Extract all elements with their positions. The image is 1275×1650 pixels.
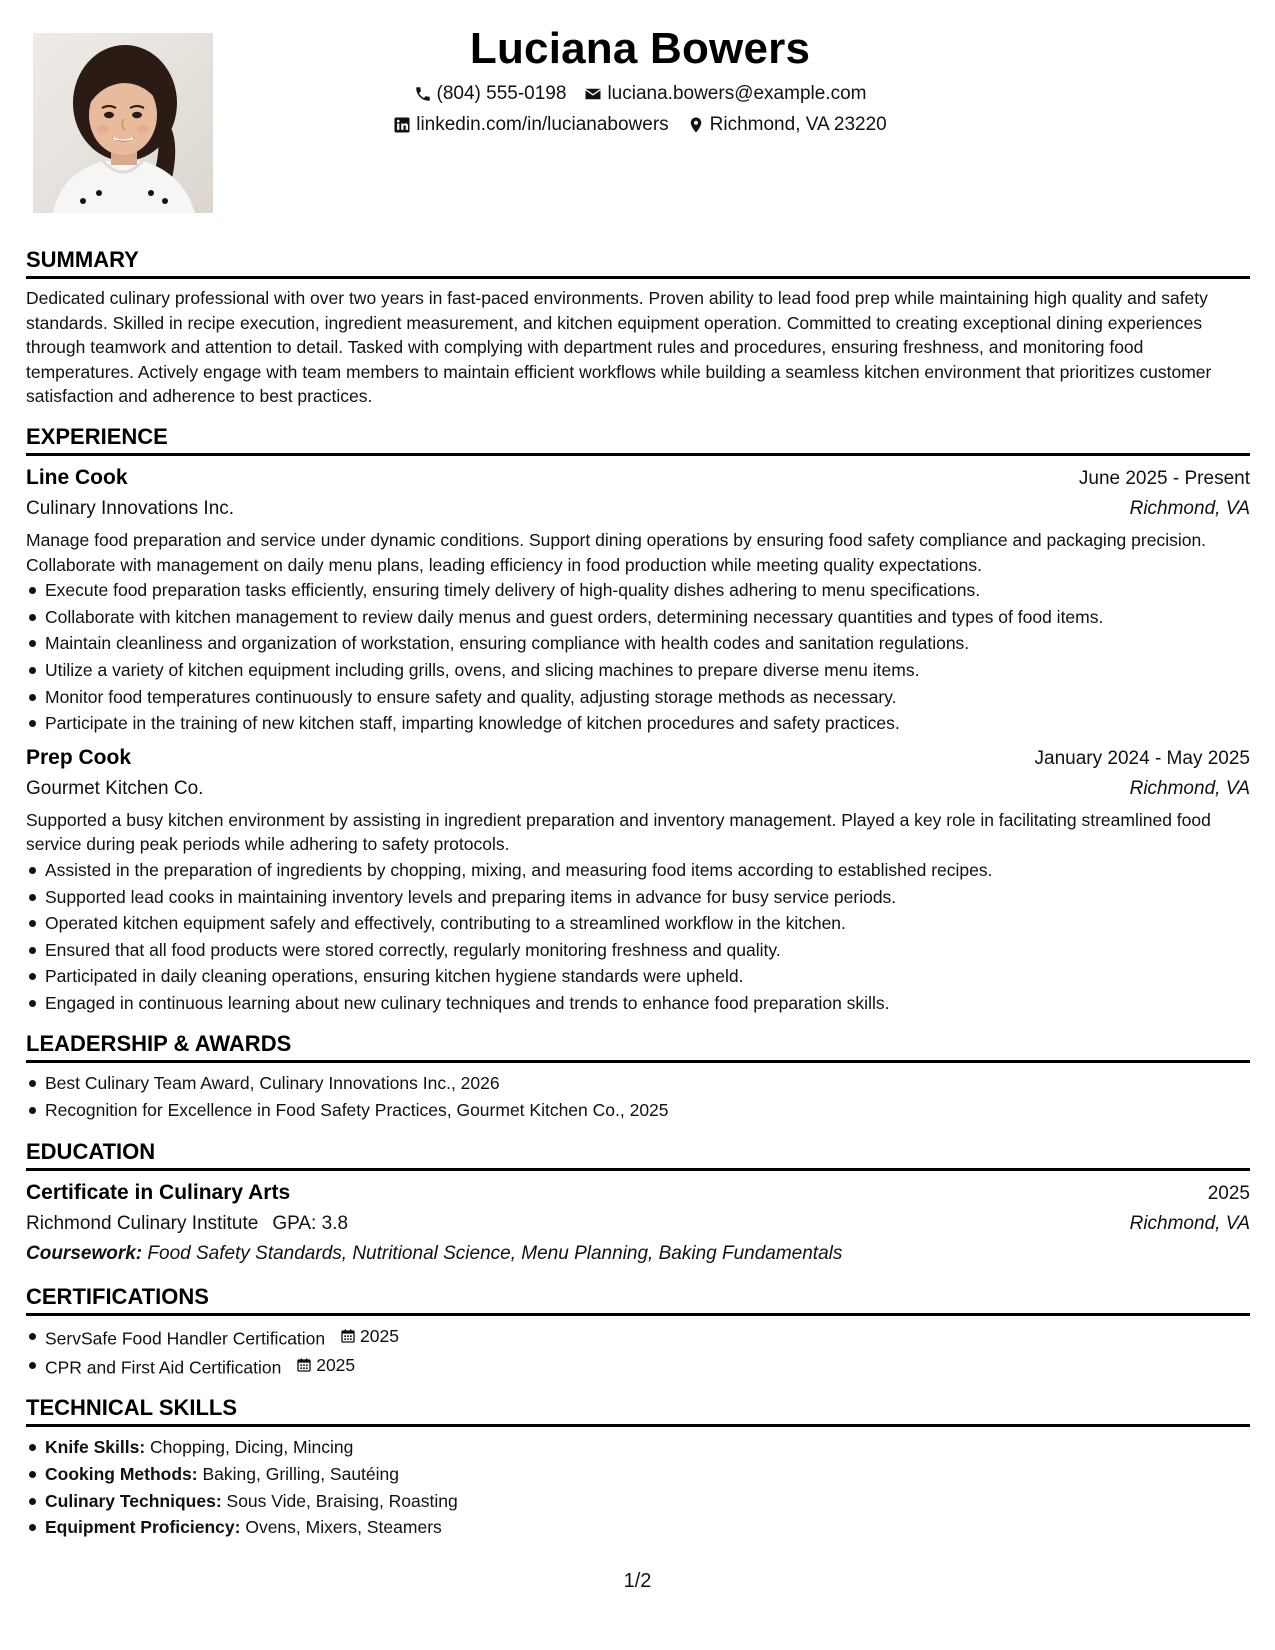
- list-item: Operated kitchen equipment safely and effectively, contributing to a streamlined workflow in the kitchen.: [26, 910, 1250, 937]
- list-item: Recognition for Excellence in Food Safety Practices, Gourmet Kitchen Co., 2025: [26, 1097, 1250, 1124]
- section-divider: [26, 276, 1250, 279]
- skill-value: Chopping, Dicing, Mincing: [150, 1437, 354, 1458]
- list-item: [26, 1488, 1250, 1515]
- job-subheader: [26, 494, 1250, 524]
- skill-label: Culinary Techniques:: [45, 1490, 222, 1511]
- list-item: Supported lead cooks in maintaining inventory levels and preparing items in advance for busy service periods.: [26, 884, 1250, 911]
- certification-date: [340, 1323, 399, 1350]
- job-company: Culinary Innovations Inc.: [26, 497, 235, 519]
- list-item: [26, 1323, 1250, 1352]
- job-title: Line Cook: [26, 465, 128, 489]
- gpa: GPA: 3.8: [272, 1212, 349, 1234]
- email-address[interactable]: luciana.bowers@example.com: [607, 83, 867, 104]
- list-item: [26, 1514, 1250, 1541]
- section-title-experience: EXPERIENCE: [26, 423, 168, 449]
- school-location: Richmond, VA: [1129, 1212, 1250, 1234]
- job-header: [26, 743, 1250, 774]
- awards-section: [26, 1030, 1250, 1123]
- contact-email: [584, 78, 866, 109]
- section-divider: [26, 1168, 1250, 1171]
- list-item: Engaged in continuous learning about new culinary techniques and trends to enhance food preparation skills.: [26, 990, 1250, 1017]
- list-item: Assisted in the preparation of ingredients by chopping, mixing, and measuring food items according to established recipes.: [26, 857, 1250, 884]
- list-item: Collaborate with kitchen management to review daily menus and guest orders, determining necessary quantities and types of food items.: [26, 604, 1250, 631]
- skills-list: [26, 1434, 1250, 1540]
- section-title-education: EDUCATION: [26, 1138, 156, 1164]
- job-location: Richmond, VA: [1129, 497, 1250, 519]
- contact-line-2: [300, 109, 980, 140]
- job-header: [26, 463, 1250, 494]
- experience-section: [26, 423, 1250, 1017]
- skill-label: Knife Skills:: [45, 1437, 146, 1458]
- job-location: Richmond, VA: [1129, 777, 1250, 799]
- job-title: Prep Cook: [26, 745, 132, 769]
- section-title-summary: SUMMARY: [26, 247, 139, 272]
- map-pin-icon: [687, 116, 705, 134]
- contact-location: [687, 109, 887, 140]
- list-item: Execute food preparation tasks efficiently, ensuring timely delivery of high-quality dishes adhering to menu specifications.: [26, 577, 1250, 604]
- profile-photo-illustration: [33, 33, 213, 213]
- linkedin-url[interactable]: linkedin.com/in/lucianabowers: [416, 114, 669, 135]
- job-subheader: [26, 774, 1250, 804]
- job-company: Gourmet Kitchen Co.: [26, 777, 204, 799]
- coursework-list: Food Safety Standards, Nutritional Science, Menu Planning, Baking Fundamentals: [147, 1242, 843, 1264]
- coursework-label: Coursework:: [26, 1242, 143, 1264]
- list-item: Ensured that all food products were stored correctly, regularly monitoring freshness and quality.: [26, 937, 1250, 964]
- awards-list: [26, 1070, 1250, 1123]
- resume-body: [26, 246, 1250, 1555]
- certification-name: ServSafe Food Handler Certification: [45, 1327, 326, 1348]
- certifications-section: [26, 1283, 1250, 1381]
- phone-number[interactable]: (804) 555-0198: [436, 83, 567, 104]
- section-title-certifications: CERTIFICATIONS: [26, 1283, 209, 1309]
- certifications-list: [26, 1323, 1250, 1381]
- job-bullets: [26, 857, 1250, 1017]
- envelope-icon: [584, 85, 602, 103]
- list-item: Monitor food temperatures continuously to ensure safety and quality, adjusting storage methods as necessary.: [26, 684, 1250, 711]
- section-divider: [26, 1424, 1250, 1427]
- location-text: Richmond, VA 23220: [709, 114, 887, 135]
- degree-title: Certificate in Culinary Arts: [26, 1180, 291, 1204]
- list-item: [26, 1352, 1250, 1381]
- section-divider: [26, 1060, 1250, 1063]
- linkedin-icon: [393, 116, 411, 134]
- list-item: Utilize a variety of kitchen equipment including grills, ovens, and slicing machines to prepare diverse menu items.: [26, 657, 1250, 684]
- certification-name: CPR and First Aid Certification: [45, 1356, 282, 1377]
- skills-section: [26, 1394, 1250, 1540]
- job-dates: June 2025 - Present: [1078, 467, 1250, 489]
- list-item: Participated in daily cleaning operations, ensuring kitchen hygiene standards were upheld.: [26, 963, 1250, 990]
- summary-section: [26, 246, 1250, 409]
- section-title-awards: LEADERSHIP & AWARDS: [26, 1031, 292, 1057]
- school-info: [26, 1209, 348, 1239]
- calendar-icon: [340, 1328, 356, 1344]
- job-description: Manage food preparation and service under dynamic conditions. Support dining operations by ensuring food safety compliance and packaging precision. Collaborate with management on daily menu plans, leading efficiency in food production while meeting quality expectations.: [26, 529, 1207, 575]
- job-description: Supported a busy kitchen environment by assisting in ingredient preparation and inventory management. Played a key role in facilitating streamlined food service during peak periods while adhering to safety protocols.: [26, 809, 1211, 855]
- education-subheader: [26, 1209, 1250, 1239]
- list-item: Best Culinary Team Award, Culinary Innovations Inc., 2026: [26, 1070, 1250, 1097]
- job-bullets: [26, 577, 1250, 737]
- skill-value: Ovens, Mixers, Steamers: [245, 1517, 442, 1538]
- resume-header: [300, 20, 980, 140]
- list-item: [26, 1461, 1250, 1488]
- contact-line-1: [300, 78, 980, 109]
- section-divider: [26, 1313, 1250, 1316]
- education-section: [26, 1138, 1250, 1269]
- summary-text: Dedicated culinary professional with over two years in fast-paced environments. Proven ability to lead food prep while maintaining high quality and safety standards. Skilled in recipe execution, ingredient measurement, and kitchen equipment operation. Committed to creating exceptional dining experiences through teamwork and attention to detail. Tasked with complying with department rules and procedures, ensuring freshness, and monitoring food temperatures. Actively engage with team members to maintain efficient workflows while building a seamless kitchen environment that prioritizes customer satisfaction and adherence to best practices.: [26, 288, 1212, 407]
- phone-icon: [414, 85, 432, 103]
- list-item: Maintain cleanliness and organization of workstation, ensuring compliance with health codes and sanitation regulations.: [26, 630, 1250, 657]
- job-entry-prep-cook: [26, 743, 1250, 1017]
- section-divider: [26, 453, 1250, 456]
- page-number: 1/2: [623, 1570, 652, 1592]
- education-year: 2025: [1207, 1182, 1250, 1204]
- certification-year: 2025: [360, 1325, 399, 1346]
- list-item: [26, 1434, 1250, 1461]
- candidate-name: Luciana Bowers: [469, 24, 811, 73]
- school-name: Richmond Culinary Institute: [26, 1212, 259, 1234]
- job-entry-line-cook: [26, 463, 1250, 737]
- job-dates: January 2024 - May 2025: [1034, 747, 1250, 769]
- skill-label: Equipment Proficiency:: [45, 1517, 241, 1538]
- certification-date: [296, 1352, 355, 1379]
- coursework: [26, 1239, 1250, 1269]
- certification-year: 2025: [316, 1354, 356, 1375]
- list-item: Participate in the training of new kitchen staff, imparting knowledge of kitchen procedures and safety practices.: [26, 710, 1250, 737]
- calendar-icon: [296, 1357, 312, 1373]
- skill-value: Baking, Grilling, Sautéing: [202, 1464, 399, 1485]
- section-title-skills: TECHNICAL SKILLS: [26, 1395, 238, 1421]
- education-header: [26, 1178, 1250, 1209]
- contact-phone: [414, 78, 567, 109]
- skill-label: Cooking Methods:: [45, 1464, 198, 1485]
- skill-value: Sous Vide, Braising, Roasting: [226, 1490, 458, 1511]
- profile-photo: [33, 33, 213, 213]
- contact-linkedin: [393, 109, 668, 140]
